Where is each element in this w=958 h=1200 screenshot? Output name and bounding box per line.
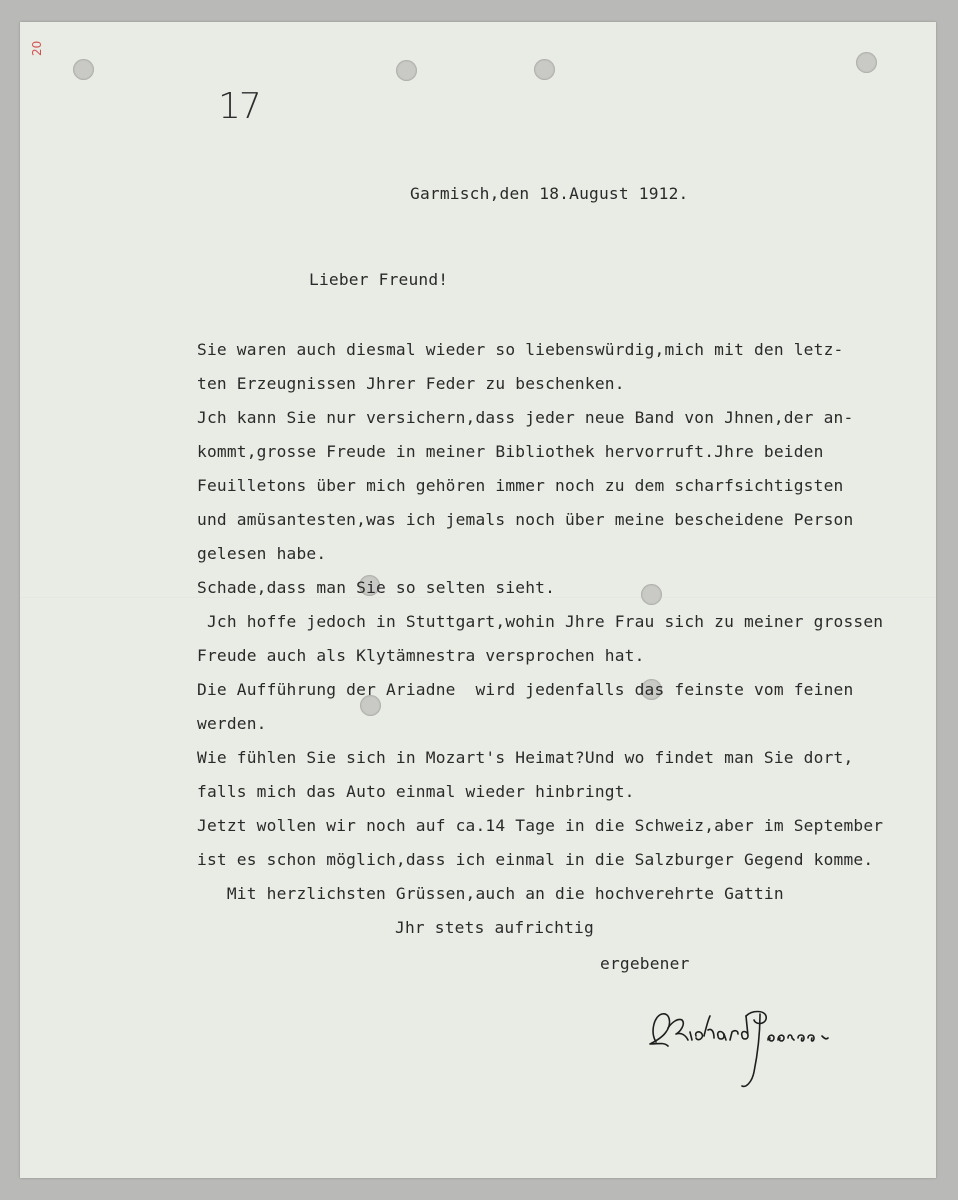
body-line: Jetzt wollen wir noch auf ca.14 Tage in die Schweiz,aber im September xyxy=(197,816,884,835)
body-line: ten Erzeugnissen Jhrer Feder zu beschenken. xyxy=(197,374,625,393)
body-line: Wie fühlen Sie sich in Mozart's Heimat?Und wo findet man Sie dort, xyxy=(197,748,854,767)
body-line: werden. xyxy=(197,714,267,733)
punch-hole xyxy=(856,52,877,73)
body-line: Jch hoffe jedoch in Stuttgart,wohin Jhre Frau sich zu meiner grossen xyxy=(197,612,884,631)
body-line: Freude auch als Klytämnestra versprochen hat. xyxy=(197,646,645,665)
folio-number: 17 xyxy=(218,86,260,127)
body-line: Mit herzlichsten Grüssen,auch an die hochverehrte Gattin xyxy=(197,884,784,903)
place-date: Garmisch,den 18.August 1912. xyxy=(410,184,689,203)
salutation: Lieber Freund! xyxy=(309,270,449,289)
body-line: ist es schon möglich,dass ich einmal in die Salzburger Gegend komme. xyxy=(197,850,874,869)
body-line: Jch kann Sie nur versichern,dass jeder neue Band von Jhnen,der an- xyxy=(197,408,854,427)
letter-sheet xyxy=(20,22,936,1178)
punch-hole xyxy=(534,59,555,80)
punch-hole xyxy=(641,584,662,605)
body-line: Feuilletons über mich gehören immer noch zu dem scharfsichtigsten xyxy=(197,476,844,495)
closing-valediction: ergebener xyxy=(600,954,690,973)
closing-line: Jhr stets aufrichtig xyxy=(395,918,594,937)
body-line: Schade,dass man Sie so selten sieht. xyxy=(197,578,556,597)
body-line: Sie waren auch diesmal wieder so liebenswürdig,mich mit den letz- xyxy=(197,340,844,359)
punch-hole xyxy=(396,60,417,81)
handwritten-signature xyxy=(642,1002,842,1092)
archive-mark: 20 xyxy=(30,40,44,56)
body-line: gelesen habe. xyxy=(197,544,327,563)
body-line: Die Aufführung der Ariadne wird jedenfalls das feinste vom feinen xyxy=(197,680,854,699)
body-line: falls mich das Auto einmal wieder hinbringt. xyxy=(197,782,635,801)
punch-hole xyxy=(73,59,94,80)
body-line: kommt,grosse Freude in meiner Bibliothek hervorruft.Jhre beiden xyxy=(197,442,824,461)
body-line: und amüsantesten,was ich jemals noch über meine bescheidene Person xyxy=(197,510,854,529)
